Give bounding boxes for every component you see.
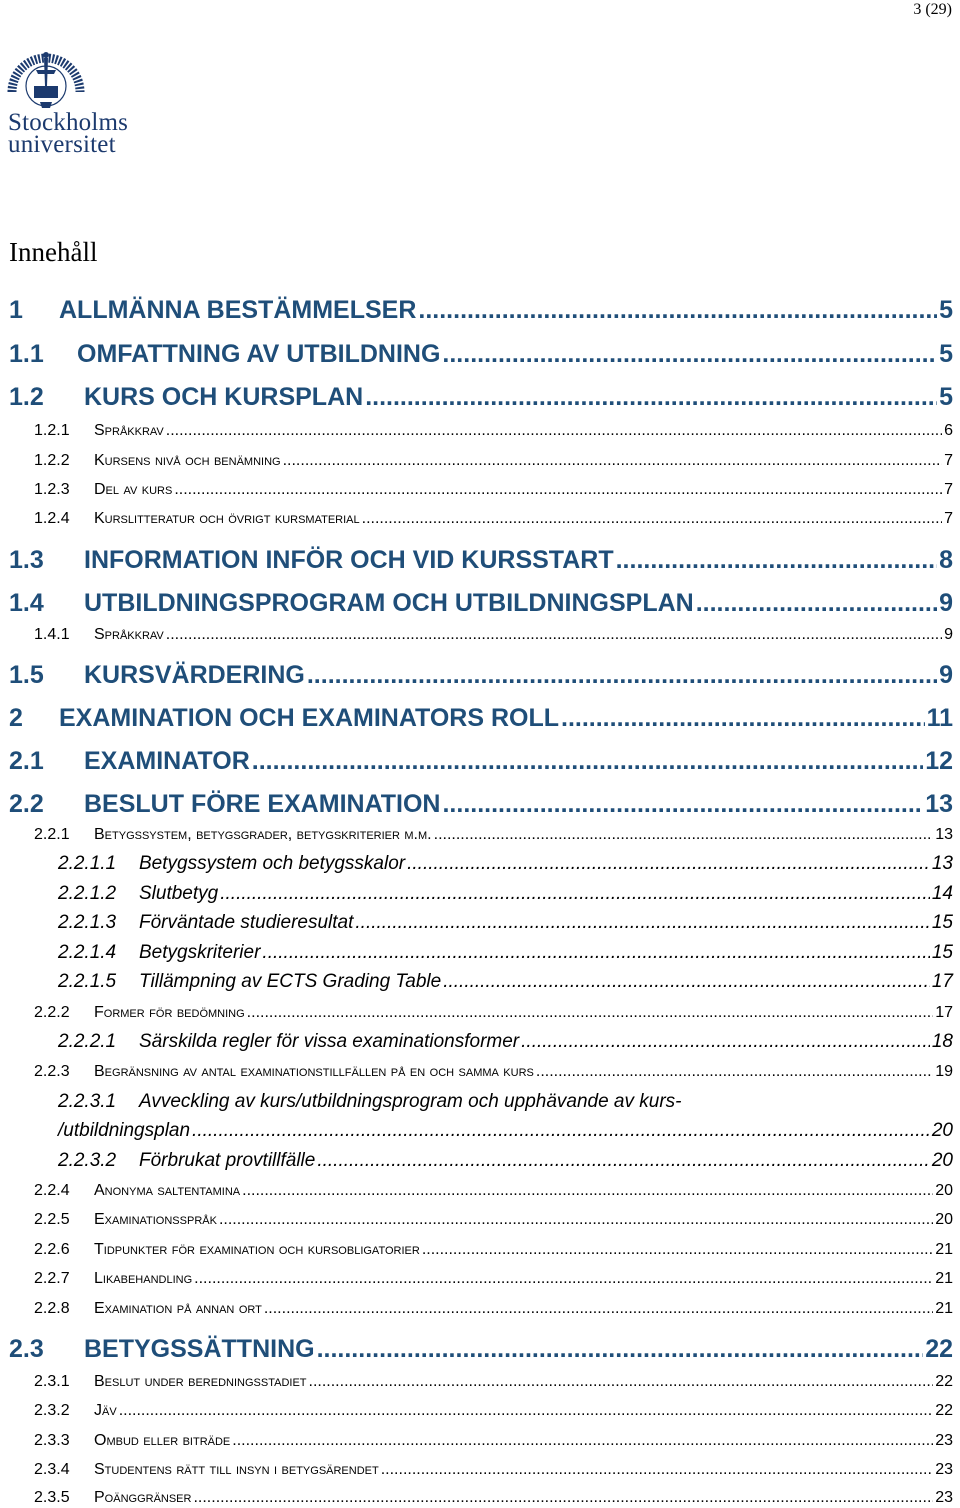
- toc-entry-number: 2.2.3: [34, 1063, 70, 1080]
- toc-entry[interactable]: [9, 382, 953, 412]
- toc-leader-dots: [219, 1210, 933, 1230]
- toc-entry-page: 22: [935, 1402, 953, 1419]
- toc-entry-number: 1.2: [9, 383, 44, 411]
- university-seal-icon: [6, 40, 86, 110]
- toc-entry-number: 2.2.3.2: [58, 1150, 117, 1171]
- toc-entry-number: 2.2.1.1: [58, 853, 117, 874]
- toc-leader-dots: [381, 1460, 933, 1480]
- toc-entry-page: 12: [925, 747, 953, 775]
- toc-leader-dots: [232, 1431, 933, 1451]
- wordmark-line-1: Stockholms: [8, 109, 129, 136]
- toc-entry-label: /utbildningsplan: [58, 1120, 191, 1141]
- toc-entry-number: 2.2.4: [34, 1182, 70, 1199]
- toc-entry-number: 2.2.1.4: [58, 942, 117, 963]
- toc-entry-label: BESLUT FÖRE EXAMINATION: [84, 790, 441, 818]
- toc-entry-number: 2.2.5: [34, 1211, 70, 1228]
- toc-leader-dots: [561, 703, 925, 733]
- toc-entry-number: 2.2: [9, 790, 44, 818]
- toc-leader-dots: [283, 451, 943, 471]
- toc-entry[interactable]: [9, 825, 953, 845]
- toc-leader-dots: [442, 789, 923, 819]
- toc-entry-page: 21: [935, 1270, 953, 1287]
- toc-entry[interactable]: [9, 1240, 953, 1260]
- toc-entry-page: 20: [935, 1182, 953, 1199]
- toc-entry-page: 18: [931, 1031, 953, 1052]
- toc-entry-number: 2.2.1.2: [58, 883, 117, 904]
- toc-entry[interactable]: [9, 1269, 953, 1289]
- toc-leader-dots: [442, 339, 937, 369]
- toc-entry-number: 1.4: [9, 589, 44, 617]
- toc-entry-page: 23: [935, 1489, 953, 1506]
- toc-entry-label: Kurslitteratur och övrigt kursmaterial: [94, 510, 360, 527]
- toc-entry[interactable]: [9, 1031, 953, 1053]
- toc-entry[interactable]: [9, 703, 953, 733]
- toc-entry-number: 2.3.1: [34, 1373, 70, 1390]
- toc-entry-page: 7: [944, 481, 953, 498]
- toc-leader-dots: [317, 1334, 924, 1364]
- toc-leader-dots: [247, 1003, 934, 1023]
- toc-entry[interactable]: [9, 1210, 953, 1230]
- toc-entry[interactable]: [9, 1431, 953, 1451]
- toc-entry[interactable]: [9, 1401, 953, 1421]
- toc-entry-page: 20: [931, 1150, 953, 1171]
- toc-leader-dots: [317, 1150, 930, 1172]
- toc-entry-label: ALLMÄNNA BESTÄMMELSER: [59, 296, 417, 324]
- toc-entry[interactable]: [9, 789, 953, 819]
- toc-entry-label: Kursens nivå och benämning: [94, 452, 281, 469]
- toc-entry-page: 17: [931, 971, 953, 992]
- toc-entry-page: 21: [935, 1300, 953, 1317]
- toc-leader-dots: [407, 853, 930, 875]
- toc-entry-page: 22: [935, 1373, 953, 1390]
- toc-leader-dots: [309, 1372, 934, 1392]
- toc-entry-label: Del av kurs: [94, 481, 173, 498]
- toc-entry[interactable]: [9, 1120, 953, 1142]
- toc-entry-label: Likabehandling: [94, 1270, 193, 1287]
- toc-entry[interactable]: [9, 295, 953, 325]
- toc-leader-dots: [192, 1120, 930, 1142]
- toc-entry-label: Tidpunkter för examination och kursobligatorier: [94, 1241, 420, 1258]
- toc-entry-page: 5: [939, 383, 953, 411]
- wordmark-line-2: universitet: [8, 131, 116, 158]
- toc-entry[interactable]: [9, 971, 953, 993]
- toc-entry-page: 23: [935, 1432, 953, 1449]
- toc-entry[interactable]: [9, 545, 953, 575]
- toc-leader-dots: [220, 883, 930, 905]
- toc-entry-label: KURSVÄRDERING: [84, 661, 305, 689]
- toc-entry-label: Begränsning av antal examinationstillfällen på en och samma kurs: [94, 1063, 534, 1080]
- toc-entry-number: 2.2.8: [34, 1300, 70, 1317]
- toc-entry-page: 5: [939, 296, 953, 324]
- toc-entry-label: Slutbetyg: [139, 883, 219, 904]
- toc-entry-page: 9: [944, 626, 953, 643]
- toc-entry-page: 5: [939, 340, 953, 368]
- toc-entry-number: 2.2.1.5: [58, 971, 117, 992]
- toc-entry[interactable]: [9, 883, 953, 905]
- toc-entry[interactable]: [9, 660, 953, 690]
- toc-entry[interactable]: [9, 421, 953, 441]
- toc-entry[interactable]: [9, 339, 953, 369]
- toc-entry[interactable]: [9, 480, 953, 500]
- university-wordmark: [8, 109, 129, 158]
- toc-entry-label: Ombud eller biträde: [94, 1432, 231, 1449]
- toc-entry-number: 1.3: [9, 546, 44, 574]
- toc-entry-label: Anonyma saltentamina: [94, 1182, 241, 1199]
- toc-leader-dots: [174, 480, 942, 500]
- toc-leader-dots: [696, 588, 937, 618]
- toc-entry[interactable]: [9, 1181, 953, 1201]
- toc-leader-dots: [362, 509, 942, 529]
- toc-entry-label: UTBILDNINGSPROGRAM OCH UTBILDNINGSPLAN: [84, 589, 694, 617]
- toc-entry-number: 2.2.7: [34, 1270, 70, 1287]
- toc-entry-page: 15: [931, 942, 953, 963]
- toc-entry-page: 11: [926, 704, 953, 732]
- toc-entry-number: 1.1: [9, 340, 44, 368]
- toc-entry-page: 13: [931, 853, 953, 874]
- toc-entry-label: OMFATTNING AV UTBILDNING: [77, 340, 441, 368]
- toc-entry[interactable]: [9, 1334, 953, 1364]
- toc-entry-page: 15: [931, 912, 953, 933]
- toc-leader-dots: [418, 295, 937, 325]
- toc-entry-label: Särskilda regler för vissa examinationsformer: [139, 1031, 520, 1052]
- toc-leader-dots: [536, 1062, 933, 1082]
- toc-entry-number: 1.2.1: [34, 422, 70, 439]
- toc-entry-number: 1.2.2: [34, 452, 70, 469]
- page-number: 3 (29): [913, 1, 952, 18]
- toc-entry-label: Poänggränser: [94, 1489, 192, 1506]
- toc-entry[interactable]: [9, 853, 953, 875]
- toc-leader-dots: [242, 1181, 933, 1201]
- toc-entry-number: 2.2.1: [34, 826, 70, 843]
- toc-leader-dots: [166, 421, 942, 441]
- university-logo: [6, 40, 146, 158]
- toc-entry-page: 23: [935, 1461, 953, 1478]
- toc-entry-page: 13: [925, 790, 953, 818]
- toc-entry-page: 7: [944, 452, 953, 469]
- toc-entry[interactable]: [9, 912, 953, 934]
- toc-entry-number: 2.2.2: [34, 1004, 70, 1021]
- toc-entry[interactable]: [9, 1150, 953, 1172]
- toc-entry[interactable]: [9, 1091, 953, 1113]
- toc-entry-label: Språkkrav: [94, 626, 164, 643]
- toc-entry-label: Tillämpning av ECTS Grading Table: [139, 971, 442, 992]
- toc-entry-label: EXAMINATION OCH EXAMINATORS ROLL: [59, 704, 559, 732]
- toc-leader-dots: [434, 825, 934, 845]
- toc-entry-page: 9: [939, 589, 953, 617]
- toc-leader-dots: [307, 660, 937, 690]
- toc-entry-label: Betygssystem och betygsskalor: [139, 853, 406, 874]
- toc-leader-dots: [355, 912, 929, 934]
- toc-entry-page: 6: [944, 422, 953, 439]
- toc-title: Innehåll: [9, 237, 98, 267]
- toc-entry-number: 1.2.3: [34, 481, 70, 498]
- toc-entry-label: KURS OCH KURSPLAN: [84, 383, 364, 411]
- toc-entry-number: 2.2.6: [34, 1241, 70, 1258]
- toc-entry-number: 1.5: [9, 661, 44, 689]
- toc-leader-dots: [616, 545, 937, 575]
- toc-entry[interactable]: [9, 625, 953, 645]
- toc-entry-number: 2.3.3: [34, 1432, 70, 1449]
- toc-entry-number: 2.3.2: [34, 1402, 70, 1419]
- toc-entry-number: 2.2.2.1: [58, 1031, 117, 1052]
- toc-entry-label: Examination på annan ort: [94, 1300, 262, 1317]
- toc-entry-page: 7: [944, 510, 953, 527]
- toc-entry[interactable]: [9, 1062, 953, 1082]
- toc-leader-dots: [193, 1488, 933, 1508]
- toc-entry-page: 9: [939, 661, 953, 689]
- toc-entry-label: Avveckling av kurs/utbildningsprogram och upphävande av kurs-: [139, 1091, 682, 1112]
- toc-entry-page: 17: [935, 1004, 953, 1021]
- toc-leader-dots: [119, 1401, 934, 1421]
- toc-entry-number: 1.4.1: [34, 626, 70, 643]
- toc-entry-number: 2.2.3.1: [58, 1091, 117, 1112]
- toc-entry-page: 20: [935, 1211, 953, 1228]
- toc-entry-label: Studentens rätt till insyn i betygsärendet: [94, 1461, 379, 1478]
- toc-entry-label: Betygssystem, betygsgrader, betygskriterier m.m.: [94, 826, 432, 843]
- toc-entry[interactable]: [9, 451, 953, 471]
- toc-leader-dots: [422, 1240, 933, 1260]
- toc-entry-page: 19: [935, 1063, 953, 1080]
- toc-entry-page: 21: [935, 1241, 953, 1258]
- toc-entry-number: 1: [9, 296, 23, 324]
- toc-entry-label: INFORMATION INFÖR OCH VID KURSSTART: [84, 546, 614, 574]
- toc-entry-number: 1.2.4: [34, 510, 70, 527]
- toc-entry-page: 13: [935, 826, 953, 843]
- toc-entry-number: 2.1: [9, 747, 44, 775]
- toc-entry-label: EXAMINATOR: [84, 747, 250, 775]
- toc-entry-label: Betygskriterier: [139, 942, 261, 963]
- toc-entry[interactable]: [9, 1003, 953, 1023]
- toc-entry[interactable]: [9, 1488, 953, 1508]
- toc-leader-dots: [262, 942, 929, 964]
- toc-entry-label: Examinationsspråk: [94, 1211, 217, 1228]
- toc-entry-label: Former för bedömning: [94, 1004, 245, 1021]
- toc-entry-number: 2: [9, 704, 23, 732]
- toc-leader-dots: [443, 971, 930, 993]
- toc-entry[interactable]: [9, 509, 953, 529]
- toc-entry-label: BETYGSSÄTTNING: [84, 1335, 315, 1363]
- toc-entry-page: 14: [931, 883, 953, 904]
- toc-entry[interactable]: [9, 1372, 953, 1392]
- toc-entry-page: 8: [939, 546, 953, 574]
- toc-entry[interactable]: [9, 1460, 953, 1480]
- toc-entry[interactable]: [9, 942, 953, 964]
- toc-entry-label: Förväntade studieresultat: [139, 912, 354, 933]
- toc-entry-label: Jäv: [94, 1402, 117, 1419]
- toc-leader-dots: [521, 1031, 930, 1053]
- toc-leader-dots: [252, 746, 923, 776]
- toc-entry-label: Språkkrav: [94, 422, 164, 439]
- toc-entry-page: 22: [925, 1335, 953, 1363]
- toc-leader-dots: [264, 1299, 933, 1319]
- toc-entry[interactable]: [9, 1299, 953, 1319]
- toc-entry-number: 2.3.4: [34, 1461, 70, 1478]
- toc-leader-dots: [365, 382, 937, 412]
- toc-entry-number: 2.3: [9, 1335, 44, 1363]
- toc-leader-dots: [166, 625, 942, 645]
- toc-entry[interactable]: [9, 588, 953, 618]
- toc-entry-number: 2.3.5: [34, 1489, 70, 1506]
- toc-entry-page: 20: [931, 1120, 953, 1141]
- toc-entry[interactable]: [9, 746, 953, 776]
- toc-entry-number: 2.2.1.3: [58, 912, 117, 933]
- toc-entry-label: Förbrukat provtillfälle: [139, 1150, 316, 1171]
- toc-entry-label: Beslut under beredningsstadiet: [94, 1373, 307, 1390]
- toc-leader-dots: [194, 1269, 933, 1289]
